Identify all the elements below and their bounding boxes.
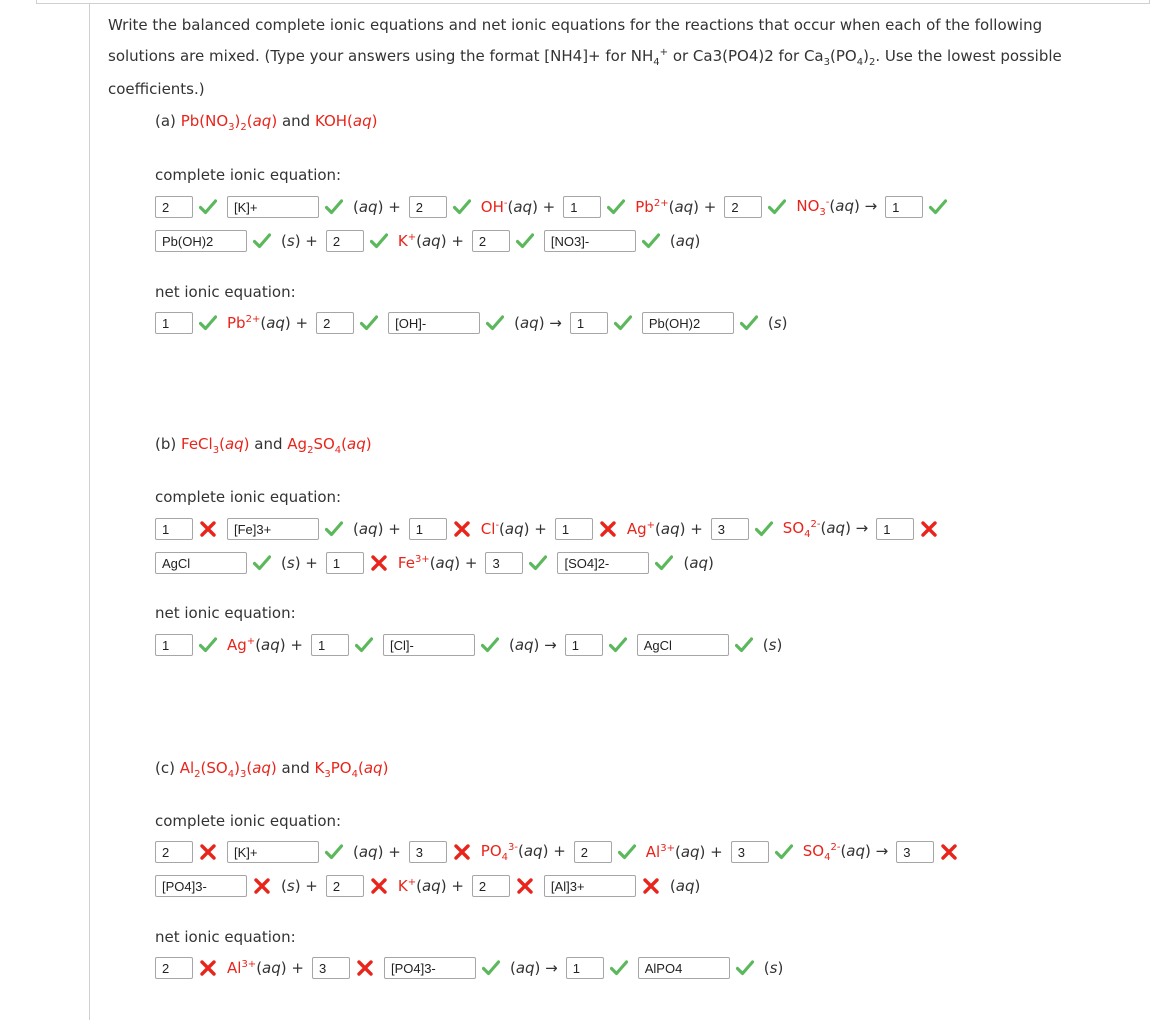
x-icon [370,555,388,571]
x-icon [642,878,660,894]
part-a-complete-row2: Pb(OH)2 (s) + 2 K+(aq) + 2 [NO3]- (aq) [155,229,708,253]
check-icon [614,315,632,331]
x-icon [516,878,534,894]
coefficient-input[interactable]: 3 [711,518,749,540]
formula-input[interactable]: [PO4]3- [155,875,247,897]
coefficient-input[interactable]: 3 [409,841,447,863]
check-icon [325,199,343,215]
x-icon [356,960,374,976]
check-icon [735,637,753,653]
coefficient-input[interactable]: 3 [896,841,934,863]
check-icon [199,199,217,215]
formula-input[interactable]: AgCl [155,552,247,574]
coefficient-input[interactable]: 2 [155,841,193,863]
check-icon [199,637,217,653]
coefficient-input[interactable]: 2 [472,230,510,252]
coefficient-input[interactable]: 3 [485,552,523,574]
check-icon [360,315,378,331]
formula-input[interactable]: AgCl [637,634,729,656]
check-icon [610,960,628,976]
check-icon [370,233,388,249]
check-icon [516,233,534,249]
part-c-title: (c) $Al_2(SO_4)_3(aq)$ and $K_3PO_4(aq)$ [155,759,389,780]
formula-input[interactable]: [K]+ [227,196,319,218]
formula-input[interactable]: Pb(OH)2 [155,230,247,252]
coefficient-input[interactable]: 1 [565,634,603,656]
coefficient-input[interactable]: 2 [326,230,364,252]
check-icon [355,637,373,653]
coefficient-input[interactable]: 2 [155,957,193,979]
check-icon [481,637,499,653]
coefficient-input[interactable]: 2 [409,196,447,218]
coefficient-input[interactable]: 3 [312,957,350,979]
x-icon [453,844,471,860]
instructions: Write the balanced complete ionic equations and net ionic equations for the reactions that occur when each of the following solutions are mixed. (Type your answers using the format [NH4]+ for $NH_4^+$ or Ca3(PO4)2 for $Ca_3(PO_4)_2$. Use the lowest possible coefficients.) [108,16,1062,98]
coefficient-input[interactable]: 2 [574,841,612,863]
check-icon [253,233,271,249]
part-b-complete-row1: 1 [Fe]3+ (aq) + 1 Cl-(aq) + 1 Ag+(aq) + 3 $SO_4^{2-}(aq)$ → 1 [155,517,948,541]
check-icon [529,555,547,571]
formula-input[interactable]: Pb(OH)2 [642,312,734,334]
coefficient-input[interactable]: 1 [155,634,193,656]
check-icon [253,555,271,571]
x-icon [199,844,217,860]
formula-input[interactable]: [Al]3+ [544,875,636,897]
part-c-net-row: 2 $Al^{3+}(aq)$ + 3 [PO4]3- (aq) → 1 AlPO4 (s) [155,956,791,980]
net-ionic-label: net ionic equation: [155,928,296,946]
complete-ionic-label: complete ionic equation: [155,488,342,506]
check-icon [325,521,343,537]
formula-input[interactable]: [K]+ [227,841,319,863]
check-icon [775,844,793,860]
x-icon [940,844,958,860]
check-icon [325,844,343,860]
check-icon [740,315,758,331]
coefficient-input[interactable]: 1 [326,552,364,574]
check-icon [607,199,625,215]
x-icon [199,960,217,976]
panel-left-border [89,4,90,1020]
panel-frame [36,0,1150,4]
coefficient-input[interactable]: 1 [570,312,608,334]
part-c-complete-row2: [PO4]3- (s) + 2 K+(aq) + 2 [Al]3+ (aq) [155,874,708,898]
coefficient-input[interactable]: 1 [555,518,593,540]
part-b-complete-row2: AgCl (s) + 1 $Fe^{3+}(aq)$ + 3 [SO4]2- (aq) [155,551,722,575]
part-a-complete-row1: 2 [K]+ (aq) + 2 OH-(aq) + 1 $Pb^{2+}(aq)$ + 2 $NO_3^-(aq)$ → 1 [155,195,957,219]
formula-input[interactable]: [NO3]- [544,230,636,252]
coefficient-input[interactable]: 1 [876,518,914,540]
coefficient-input[interactable]: 1 [409,518,447,540]
formula-input[interactable]: [OH]- [388,312,480,334]
part-b-title: (b) FeCl$_3$(aq) and $Ag_2SO_4(aq)$ [155,435,372,456]
coefficient-input[interactable]: 1 [566,957,604,979]
check-icon [929,199,947,215]
check-icon [642,233,660,249]
formula-input[interactable]: [Fe]3+ [227,518,319,540]
part-a-title: (a) $Pb(NO_3)_2(aq)$ and KOH(aq) [155,112,378,133]
check-icon [736,960,754,976]
x-icon [253,878,271,894]
complete-ionic-label: complete ionic equation: [155,166,342,184]
part-a-net-row: 1 $Pb^{2+}(aq)$ + 2 [OH]- (aq) → 1 Pb(OH)2 (s) [155,311,795,335]
formula-input[interactable]: [SO4]2- [557,552,649,574]
coefficient-input[interactable]: 1 [155,312,193,334]
check-icon [618,844,636,860]
formula-input[interactable]: AlPO4 [638,957,730,979]
x-icon [920,521,938,537]
check-icon [482,960,500,976]
coefficient-input[interactable]: 1 [563,196,601,218]
coefficient-input[interactable]: 2 [155,196,193,218]
formula-input[interactable]: [PO4]3- [384,957,476,979]
x-icon [199,521,217,537]
coefficient-input[interactable]: 2 [326,875,364,897]
check-icon [199,315,217,331]
complete-ionic-label: complete ionic equation: [155,812,342,830]
check-icon [486,315,504,331]
check-icon [655,555,673,571]
coefficient-input[interactable]: 2 [472,875,510,897]
x-icon [453,521,471,537]
part-c-complete-row1: 2 [K]+ (aq) + 3 $PO_4^{3-}(aq)$ + 2 $Al^{3+}(aq)$ + 3 $SO_4^{2-}(aq)$ → 3 [155,840,968,864]
check-icon [609,637,627,653]
coefficient-input[interactable]: 1 [311,634,349,656]
part-b-net-row: 1 Ag+(aq) + 1 [Cl]- (aq) → 1 AgCl (s) [155,633,790,657]
net-ionic-label: net ionic equation: [155,604,296,622]
coefficient-input[interactable]: 1 [885,196,923,218]
formula-input[interactable]: [Cl]- [383,634,475,656]
check-icon [755,521,773,537]
coefficient-input[interactable]: 1 [155,518,193,540]
net-ionic-label: net ionic equation: [155,283,296,301]
coefficient-input[interactable]: 2 [724,196,762,218]
check-icon [453,199,471,215]
coefficient-input[interactable]: 3 [731,841,769,863]
x-icon [370,878,388,894]
coefficient-input[interactable]: 2 [316,312,354,334]
check-icon [768,199,786,215]
x-icon [599,521,617,537]
